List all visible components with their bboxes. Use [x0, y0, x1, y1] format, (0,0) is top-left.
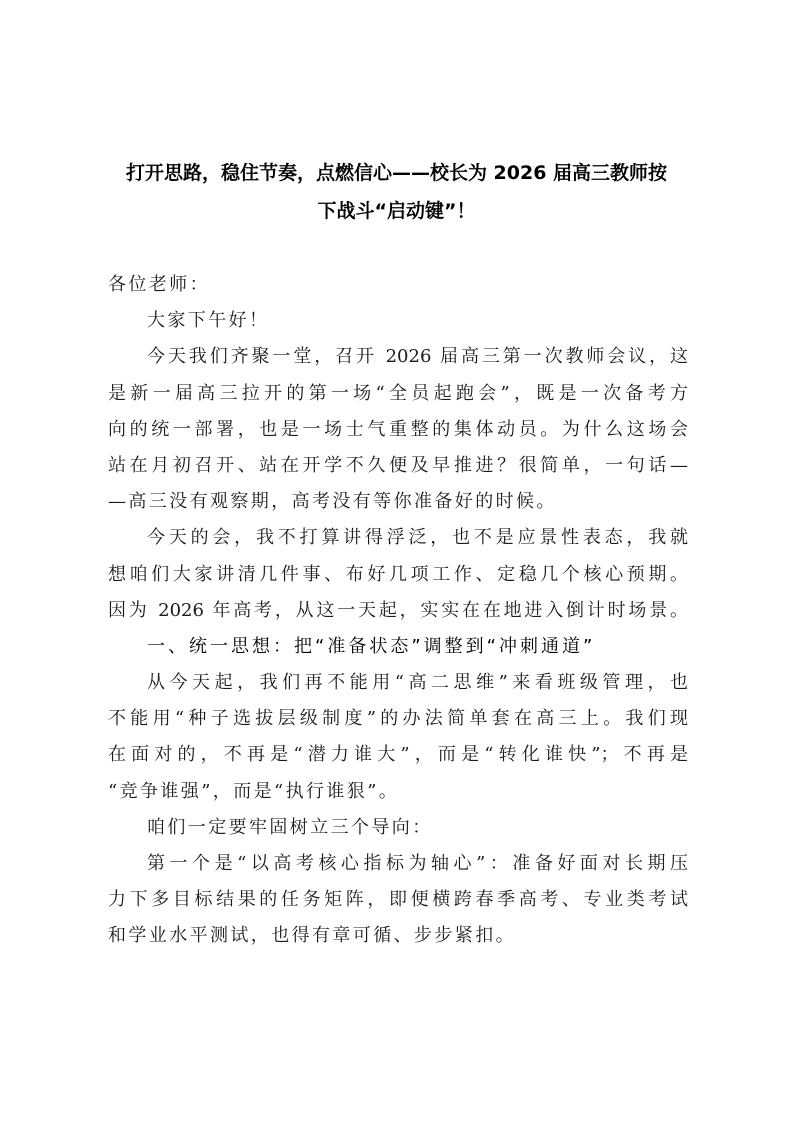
- title-line-1: 打开思路，稳住节奏，点燃信心——校长为 2026 届高三教师按: [125, 162, 668, 184]
- paragraph-line: 站在月初召开、站在开学不久便及早推进？很简单，一句话—: [108, 454, 688, 476]
- paragraph-line: 和学业水平测试，也得有章可循、步步紧扣。: [108, 925, 516, 947]
- paragraph-line: 从今天起，我们再不能用“高二思维”来看班级管理，也: [147, 672, 688, 694]
- paragraph-line: 想咱们大家讲清几件事、布好几项工作、定稳几个核心预期。: [108, 563, 688, 585]
- paragraph-line: 力下多目标结果的任务矩阵，即便横跨春季高考、专业类考试: [108, 889, 688, 911]
- section-heading: 一、统一思想：把“准备状态”调整到“冲刺通道”: [147, 635, 596, 657]
- salutation: 各位老师：: [108, 274, 210, 295]
- paragraph-line: —高三没有观察期，高考没有等你准备好的时候。: [108, 491, 557, 513]
- greeting: 大家下午好！: [147, 310, 270, 332]
- paragraph-line: 第一个是“以高考核心指标为轴心”：准备好面对长期压: [147, 853, 688, 874]
- paragraph-line: 咱们一定要牢固树立三个导向：: [147, 816, 433, 838]
- paragraph-line: 因为 2026 年高考，从这一天起，实实在在地进入倒计时场景。: [108, 599, 688, 621]
- paragraph-line: 在面对的，不再是“潜力谁大”，而是“转化谁快”；不再是: [108, 744, 688, 766]
- document-body: [108, 267, 688, 955]
- document-title: [100, 154, 693, 230]
- paragraph-line: 向的统一部署，也是一场士气重整的集体动员。为什么这场会: [108, 418, 688, 440]
- paragraph-line: 今天我们齐聚一堂，召开 2026 届高三第一次教师会议，这: [147, 346, 688, 368]
- paragraph-line: “竞争谁强”，而是“执行谁狠”。: [108, 780, 400, 802]
- paragraph-line: 是新一届高三拉开的第一场“全员起跑会”，既是一次备考方: [108, 382, 688, 404]
- paragraph-line: 今天的会，我不打算讲得浮泛，也不是应景性表态，我就: [147, 527, 688, 549]
- title-line-2: 下战斗“启动键”！: [317, 200, 476, 222]
- paragraph-line: 不能用“种子选拔层级制度”的办法简单套在高三上。我们现: [108, 708, 688, 730]
